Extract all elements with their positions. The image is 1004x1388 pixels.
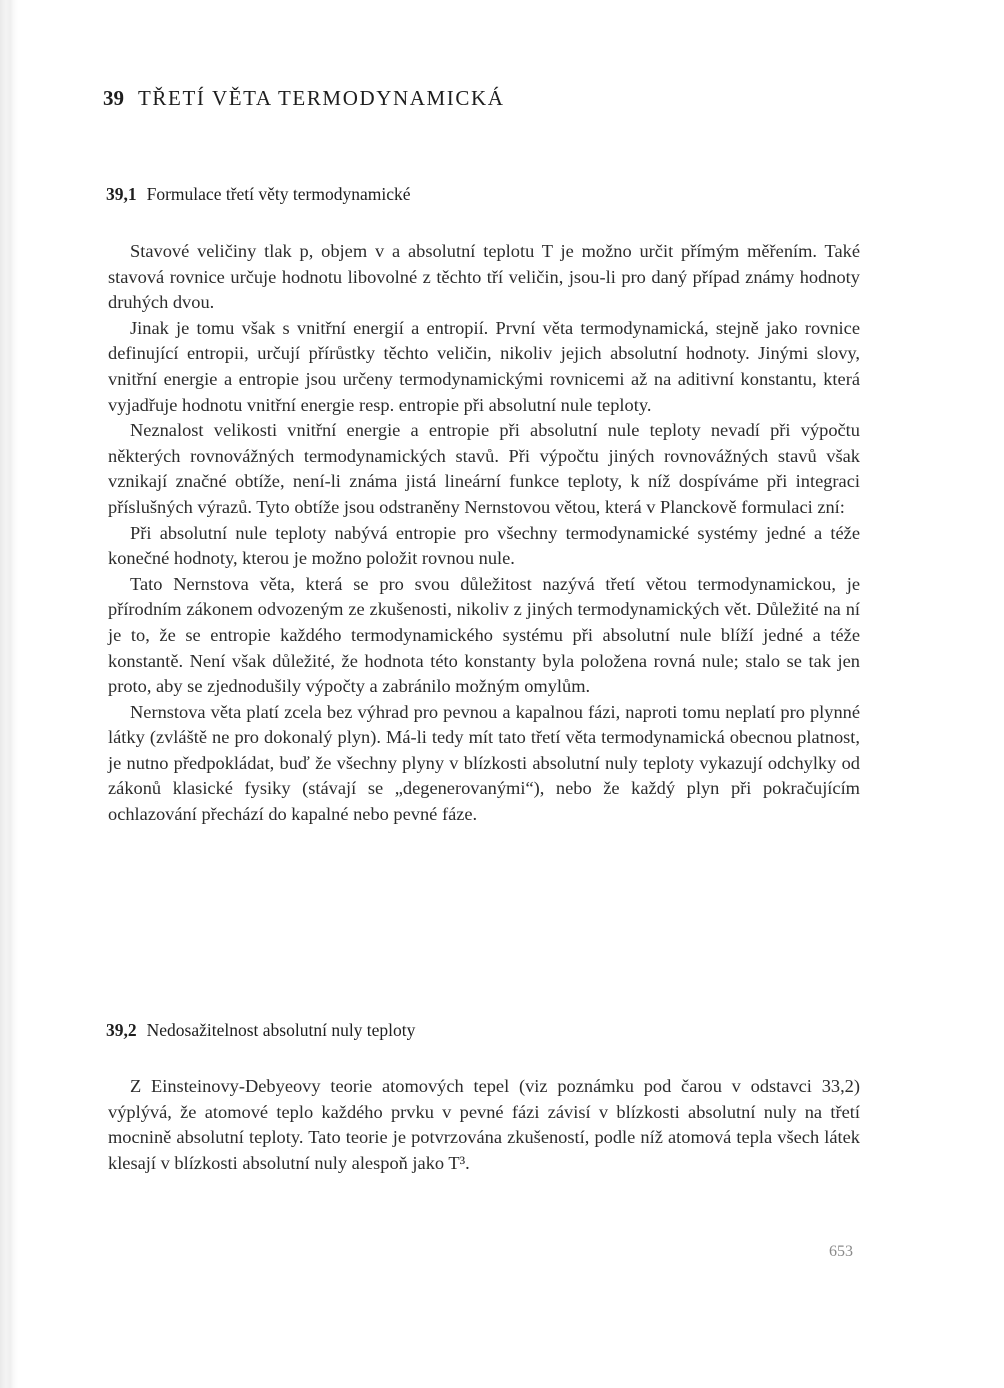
section-heading-39-2 <box>106 1020 415 1041</box>
chapter-number: 39 <box>103 86 124 110</box>
section-number: 39,2 <box>106 1020 137 1040</box>
section-heading-39-1 <box>106 184 411 205</box>
paragraph: Nernstova věta platí zcela bez výhrad pro pevnou a kapalnou fázi, naproti tomu neplatí pro plynné látky (zvláště ne pro dokonalý plyn). Má-li tedy mít tato třetí věta termodynamická obecnou platnost, je nutno předpokládat, buď že všechny plyny v blízkosti absolutní nuly teploty vykazují odchylky od zákonů klasické fysiky (stávají se „degenerovanými“), nebo že každý plyn při pokračujícím ochlazování přechází do kapalné nebo pevné fáze. <box>108 701 860 825</box>
section-title: Nedosažitelnost absolutní nuly teploty <box>146 1020 416 1040</box>
nernst-theorem-statement: Při absolutní nule teploty nabývá entropie pro všechny termodynamické systémy jedné a téže konečné hodnoty, kterou je možno položit rovnou nule. <box>108 522 860 569</box>
section-title: Formulace třetí věty termodynamické <box>146 184 411 204</box>
page-gutter-shadow <box>0 0 18 1388</box>
section-39-2-body <box>108 1074 860 1176</box>
section-number: 39,1 <box>106 184 137 204</box>
chapter-heading <box>103 86 505 111</box>
chapter-title: TŘETÍ VĚTA TERMODYNAMICKÁ <box>138 86 505 110</box>
section-39-1-body <box>108 239 860 828</box>
page-number: 653 <box>829 1243 853 1260</box>
paragraph: Stavové veličiny tlak p, objem v a absolutní teplotu T je možno určit přímým měřením. Také stavová rovnice určuje hodnotu libovolné z těchto tří veličin, jsou-li pro daný případ známy hodnoty druhých dvou. <box>108 241 860 313</box>
paragraph: Jinak je tomu však s vnitřní energií a entropií. První věta termodynamická, stejně jako rovnice definující entropii, určují přírůstky těchto veličin, nikoliv jejich absolutní hodnoty. Jinými slovy, vnitřní energie a entropie jsou určeny termodynamickými rovnicemi až na aditivní konstantu, která vyjadřuje hodnotu vnitřní energie resp. entropie při absolutní nule teploty. <box>108 317 860 415</box>
paragraph: Z Einsteinovy-Debyeovy teorie atomových tepel (viz poznámku pod čarou v odstavci 33,2) výplývá, že atomové teplo každého prvku v pevné fázi závisí v blízkosti absolutní nuly na třetí mocnině absolutní teploty. Tato teorie je potvrzována zkušeností, podle níž atomová tepla všech látek klesají v blízkosti absolutní nuly alespoň jako T³. <box>108 1076 860 1173</box>
paragraph: Tato Nernstova věta, která se pro svou důležitost nazývá třetí větou termodynamickou, je přírodním zákonem odvozeným ze zkušenosti, nikoliv z jiných termodynamických vět. Důležité na ní je to, že se entropie každého termodynamického systému při absolutní nule blíží jedné a téže konstantě. Není však důležité, že hodnota této konstanty byla položena rovná nule; stalo se tak jen proto, aby se zjednodušily výpočty a zabránilo možným omylům. <box>108 573 860 697</box>
paragraph: Neznalost velikosti vnitřní energie a entropie při absolutní nule teploty nevadí při výpočtu některých rovnovážných termodynamických stavů. Při výpočtu jiných rovnovážných stavů však vznikají značné obtíže, není-li známa jistá lineární funkce teploty, k níž dospíváme při integraci příslušných výrazů. Tyto obtíže jsou odstraněny Nernstovou větou, která v Planckově formulaci zní: <box>108 420 860 517</box>
